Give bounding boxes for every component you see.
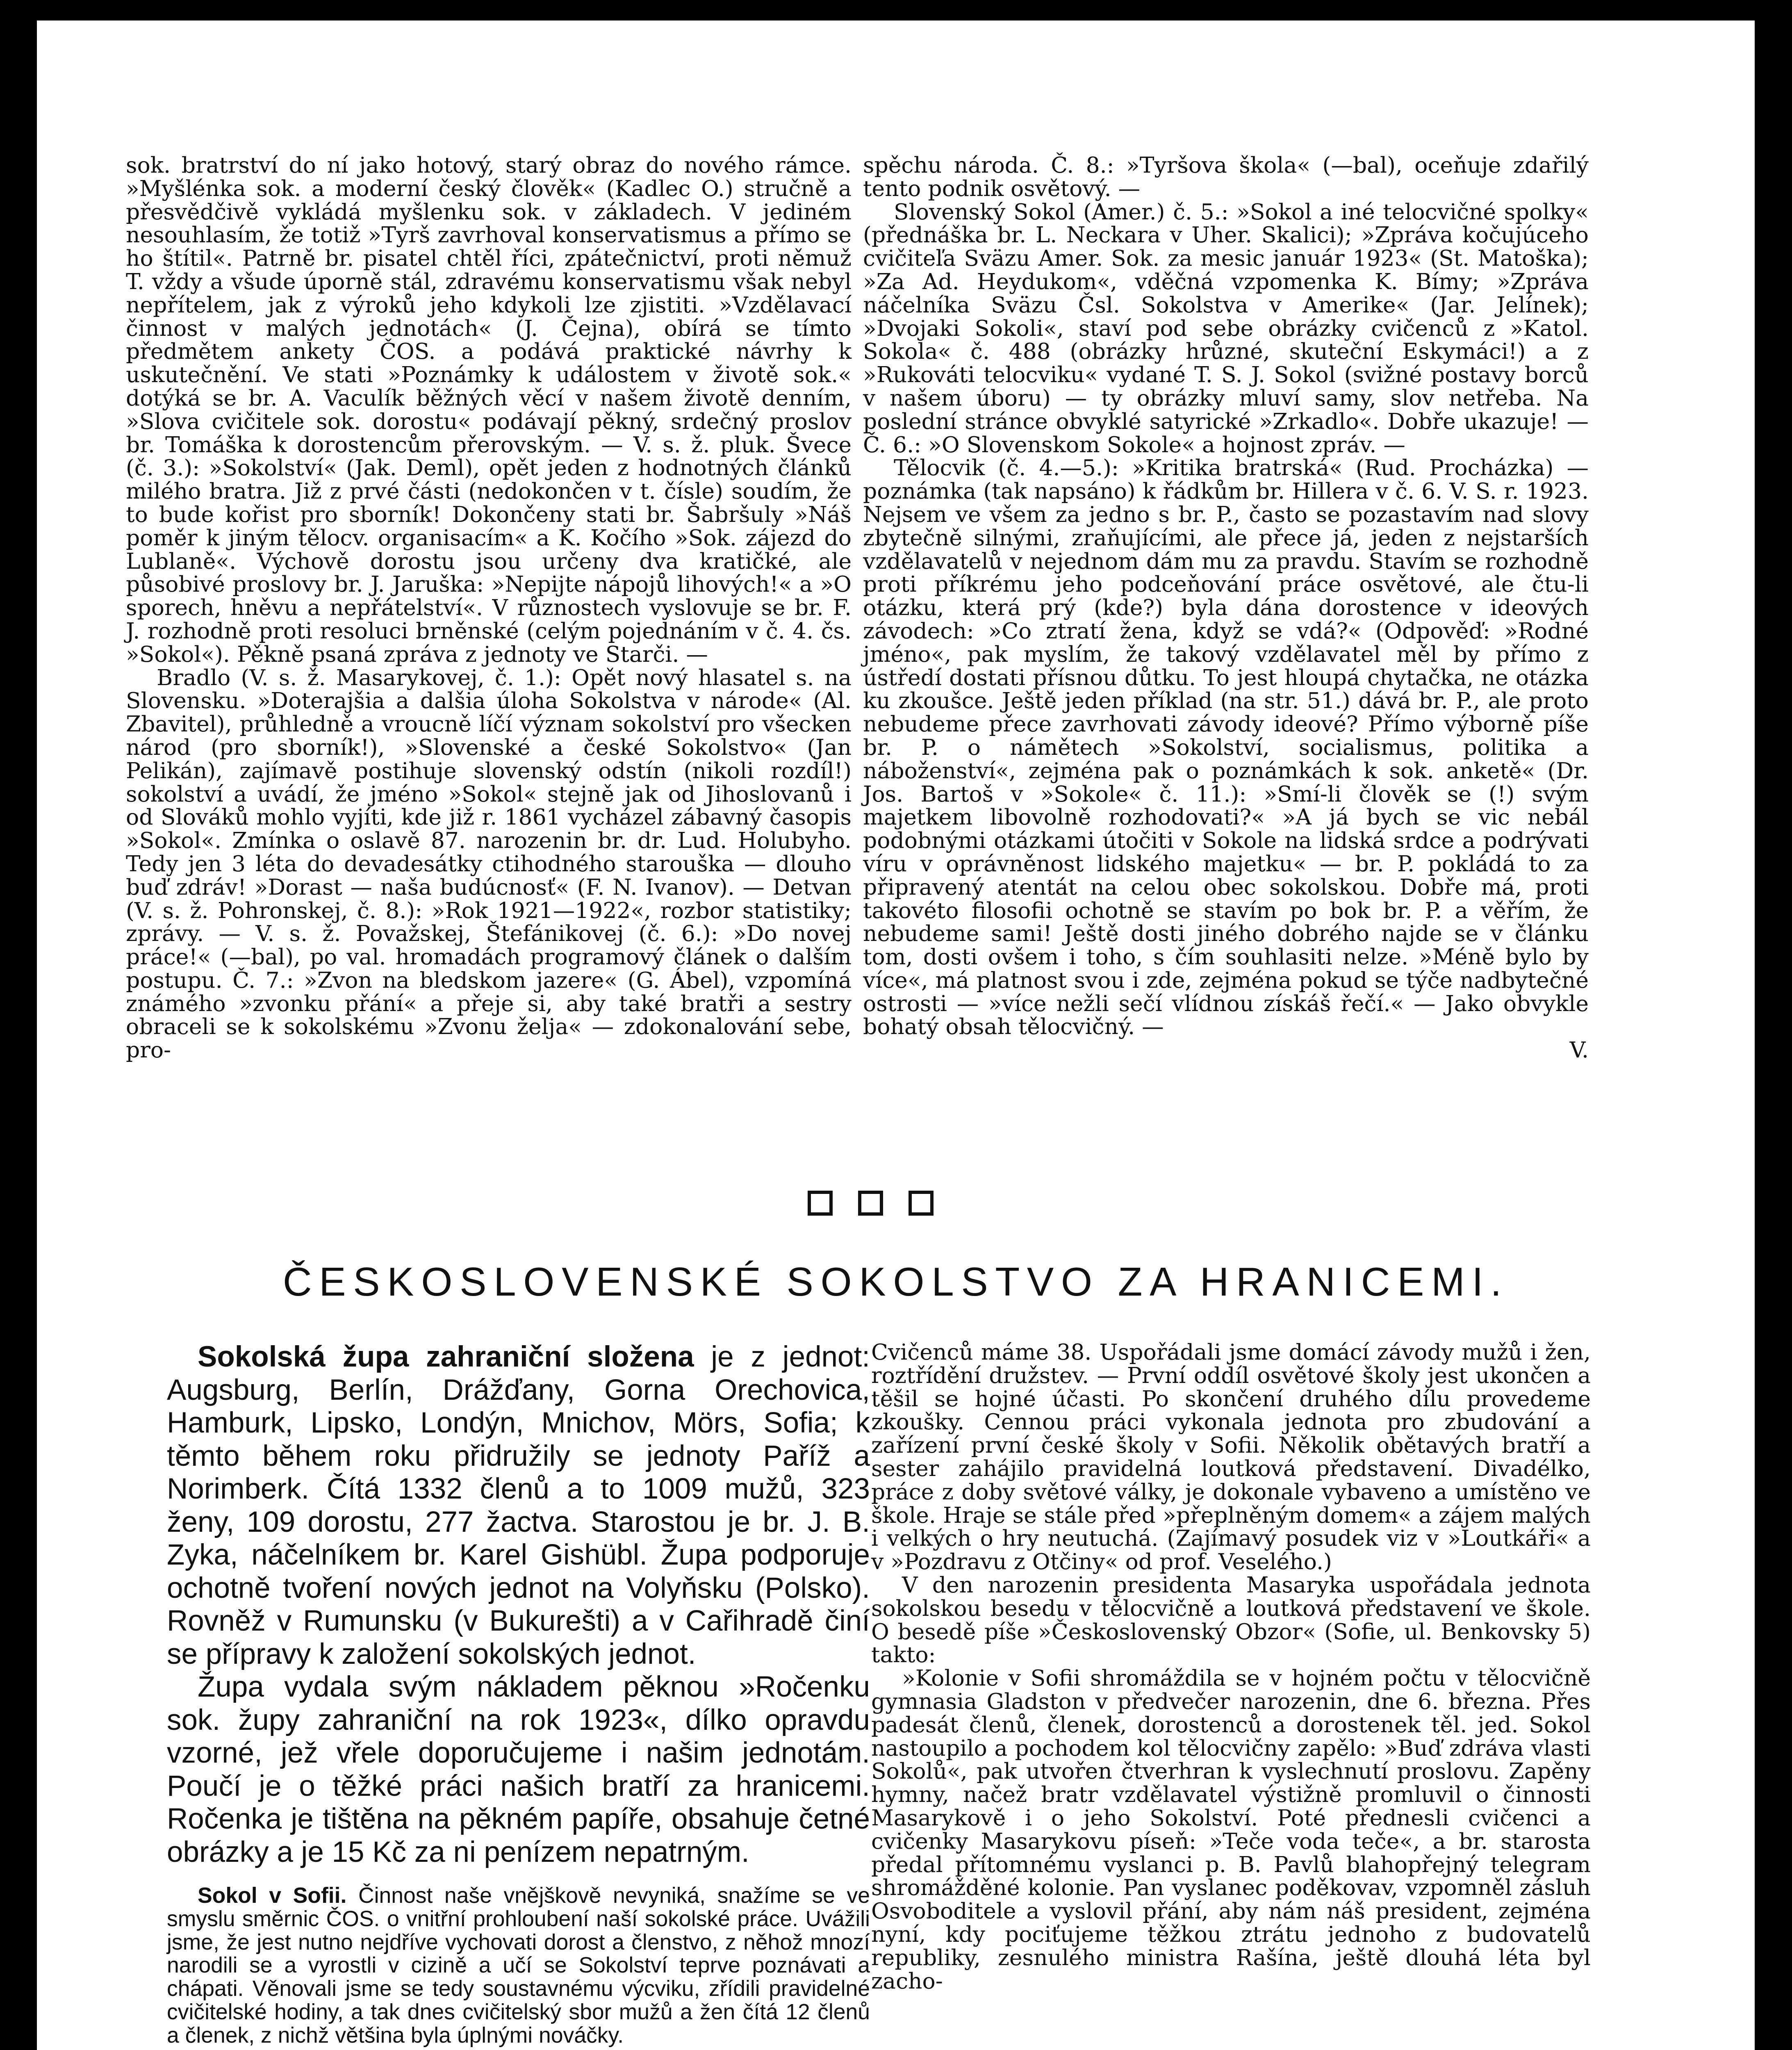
review-paragraph: spěchu národa. Č. 8.: »Tyršova škola« (—bal), oceňuje zdařilý tento podnik osvětový. — — [863, 152, 1589, 201]
article-paragraph: V den narozenin presidenta Masaryka uspořádala jednota sokolskou besedu v tělocvičně a loutková představení ve škole. O besedě píše »Československý Obzor« (Sofie, ul. Benkovsky 5) takto: — [871, 1572, 1591, 1668]
review-paragraph: Bradlo (V. s. ž. Masarykovej, č. 1.): Opět nový hlasatel s. na Slovensku. »Doterajšia a dalšia úloha Sokolstva v národe« (Al. Zbavitel), průhledně a vroucně líčí význam sokolství pro všecken národ (pro sborník!), »Slovenské a české Sokolstvo« (Jan Pelikán), zajímavě postihuje slovenský odstín (nikoli rozdíl!) sokolství a uvádí, že jméno »Sokol« stejně jak od Jihoslovanů i od Slováků mohlo vyjíti, kde již r. 1861 vycházel zábavný časopis »Sokol«. Zmínka o oslavě 87. narozenin br. dr. Lud. Holubyho. Tedy jen 3 léta do devadesátky ctihodného starouška — dlouho buď zdráv! »Dorast — naša budúcnosť« (F. N. Ivanov). — Detvan (V. s. ž. Pohronskej, č. 8.): »Rok 1921—1922«, rozbor statistiky; zprávy. — V. s. ž. Považskej, Štefánikovej (č. 6.): »Do novej práce!« (—bal), po val. hromadách programový článek o dalším postupu. Č. 7.: »Zvon na bledskom jazere« (G. Ábel), vzpomíná známého »zvonku přání« a přeje si, aby také bratři a sestry obraceli se k sokolskému »Zvonu želja« — zdokonalování sebe, pro- — [126, 664, 852, 1063]
upper-left-column — [126, 154, 852, 1062]
square-ornament-icon — [909, 1191, 934, 1216]
article-paragraph: Cvičenců máme 38. Uspořádali jsme domácí závody mužů i žen, roztřídění družstev. — První oddíl osvětové školy jest ukončen a těšil se hojné účasti. Po skončení druhého dílu provedeme zkoušky. Cennou práci vykonala jednota pro zbudování a zařízení první české školy v Sofii. Několik obětavých bratří a sester zahájilo pravidelná loutková představení. Divadélko, práce z doby světové války, je dokonale vybaveno a umístěno ve škole. Hraje se stále před »přeplněným domem« a zájem malých i velkých o hry neutuchá. (Zajímavý posudek viz v »Loutkáři« a v »Pozdravu z Otčiny« od prof. Veselého.) — [871, 1339, 1591, 1575]
square-ornament-icon — [808, 1191, 833, 1216]
article-paragraph: Župa vydala svým nákladem pěknou »Ročenku sok. župy zahraniční na rok 1923«, dílko opravdu vzorné, jež vřele doporučujeme i našim jednotám. Poučí je o těžké práci našich bratří za hranicemi. Ročenka je tištěna na pěkném papíře, obsahuje četné obrázky a je 15 Kč za ni penízem nepatrným. — [167, 1671, 870, 1868]
article-paragraph: »Kolonie v Sofii shromáždila se v hojném počtu v tělocvičně gymnasia Gladston v předvečer narozenin, dne 6. března. Přes padesát členů, členek, dorostenců a dorostenek těl. jed. Sokol nastoupilo a pochodem kol tělocvičny zapělo: »Buď zdráva vlasti Sokolů«, pak utvořen čtverhran k vyslechnutí proslovu. Zapěny hymny, načež bratr vzdělavatel výstižně promluvil o činnosti Masarykově i o jeho Sokolství. Poté přednesli cvičenci a cvičenky Masarykovu píseň: »Teče voda teče«, a br. starosta předal přítomnému vyslanci p. B. Pavlů blahopřejný telegram shromážděné kolonie. Pan vyslanec poděkovav, vzpomněl zásluh Osvoboditele a vyslovil přání, aby nám náš president, zejména nyní, kdy pociťujeme těžkou ztrátu jednoho z budovatelů republiky, zesnulého ministra Rašína, ještě dlouhá léta byl zacho- — [871, 1665, 1591, 1994]
review-paragraph: sok. bratrství do ní jako hotový, starý obraz do nového rámce. »Myšlénka sok. a moderní český člověk« (Kadlec O.) stručně a přesvědčivě vykládá myšlenku sok. v základech. V jediném nesouhlasím, že totiž »Tyrš zavrhoval konservatismus a přímo se ho štítil«. Patrně br. pisatel chtěl říci, zpátečnictví, proti němuž T. vždy a všude úporně stál, zdravému konservatismu však nebyl nepřítelem, jak z výroků jeho kdykoli lze zjistiti. »Vzdělavací činnost v malých jednotách« (J. Čejna), obírá se tímto předmětem ankety ČOS. a podává praktické návrhy k uskutečnění. Ve stati »Poznámky k událostem v životě sok.« dotýká se br. A. Vaculík běžných věcí v našem životě denním, »Slova cvičitele sok. dorostu« podávají pěkný, srdečný proslov br. Tomáška k dorostencům přerovským. — V. s. ž. pluk. Švece (č. 3.): »Sokolství« (Jak. Deml), opět jeden z hodnotných článků milého bratra. Již z prvé části (nedokončen v t. čísle) soudím, že to bude kořist pro sborník! Dokončeny stati br. Šabršuly »Náš poměr k jiným tělocv. organisacím« a K. Kočího »Sok. zájezd do Lublaně«. Výchově dorostu jsou určeny dva kratičké, ale působivé proslovy br. J. Jaruška: »Nepijte nápojů lihových!« a »O sporech, hněvu a nepřátelství«. V různostech vyslovuje se br. F. J. rozhodně proti resoluci brněnské (celým pojednáním v č. 4. čs. »Sokol«). Pěkně psaná zpráva z jednoty ve Starči. — — [126, 152, 852, 667]
lower-left-column — [167, 1341, 870, 2048]
article-paragraph: Sokol v Sofii. Činnost naše vnějškově nevyniká, snažíme se ve smyslu směrnic ČOS. o vnitřní prohloubení naší sokolské práce. Uvážili jsme, že jest nutno nejdříve vychovati dorost a členstvo, z něhož mnozí narodili se a vyrostli v cizině a učí se Sokolství teprve poznávati a chápati. Věnovali jsme se tedy soustavnému výcviku, zřídili pravidelné cvičitelské hodiny, a tak dnes cvičitelský sbor mužů a žen čítá 12 členů a členek, z nichž většina byla úplnými nováčky. — [167, 1884, 870, 2048]
paragraph-lead: Sokolská župa zahraniční složena — [198, 1341, 694, 1373]
signature: V. — [1569, 1037, 1589, 1063]
paragraph-lead: Sokol v Sofii. — [198, 1884, 347, 1908]
section-heading: ČESKOSLOVENSKÉ SOKOLSTVO ZA HRANICEMI. — [282, 1259, 1509, 1304]
section-divider-ornament — [808, 1191, 934, 1216]
page — [37, 20, 1755, 2050]
square-ornament-icon — [858, 1191, 883, 1216]
article-paragraph: Sokolská župa zahraniční složena je z jednot: Augsburg, Berlín, Drážďany, Gorna Orechovica, Hamburk, Lipsko, Londýn, Mnichov, Mörs, Sofia; k těmto během roku přidružily se jednoty Paříž a Norimberk. Čítá 1332 členů a to 1009 mužů, 323 ženy, 109 dorostu, 277 žactva. Starostou je br. J. B. Zyka, náčelníkem br. Karel Gishübl. Župa podporuje ochotně tvoření nových jednot na Volyňsku (Polsko). Rovněž v Rumunsku (v Bukurešti) a v Cařihradě činí se přípravy k založení sokolských jednot. — [167, 1341, 870, 1670]
review-paragraph: Slovenský Sokol (Amer.) č. 5.: »Sokol a iné telocvičné spolky« (přednáška br. L. Neckara v Uher. Skalici); »Zpráva kočujúceho cvičiteľa Sväzu Amer. Sok. za mesic január 1923« (St. Matoška); »Za Ad. Heydukom«, vděčná vzpomenka K. Bímy; »Zpráva náčelníka Sväzu Čsl. Sokolstva v Amerike« (Jar. Jelínek); »Dvojaki Sokoli«, staví pod sebe obrázky cvičenců z »Katol. Sokola« č. 488 (obrázky hrůzné, skuteční Eskymáci!) a z »Rukováti telocviku« vydané T. S. J. Sokol (svižné postavy borců v našem úboru) — ty obrázky mluví samy, slov netřeba. Na poslední stránce obvyklé satyrické »Zrkadlo«. Dobře ukazuje! — Č. 6.: »O Slovenskom Sokole« a hojnost zpráv. — — [863, 198, 1589, 458]
review-paragraph: Tělocvik (č. 4.—5.): »Kritika bratrská« (Rud. Procházka) — poznámka (tak napsáno) k řádkům br. Hillera v č. 6. V. S. r. 1923. Nejsem ve všem za jedno s br. P., často se pozastavím nad slovy zbytečně silnými, zraňujícími, ale přece já, jeden z nejstarších vzdělavatelů v nejednom dám mu za pravdu. Stavím se rozhodně proti příkrému jeho podceňování práce osvětové, ale čtu-li otázku, která prý (kde?) byla dána dorostence v ideových závodech: »Co ztratí žena, když se vdá?« (Odpověď: »Rodné jméno«, pak myslím, že takový vzdělavatel měl by přímo z ústředí dostati přísnou důtku. To jest hloupá chytačka, ne otázka ku zkoušce. Ještě jeden příklad (na str. 51.) dává br. P., ale proto nebudeme přece zavrhovati závody ideové? Přímo výborně píše br. P. o námětech »Sokolství, socialismus, politika a náboženství«, zejména pak o poznámkách k sok. anketě« (Dr. Jos. Bartoš v »Sokole« č. 11.): »Smí-li člověk se (!) svým majetkem libovolně rozhodovati?« »A já bych se vic nebál podobnými otázkami útočiti v Sokole na lidská srdce a podrývati víru v oprávněnost lidského majetku« — br. P. pokládá to za připravený atentát na celou obec sokolskou. Dobře má, proti takovéto filosofii ochotně se stavím po bok br. P. a věřím, že nebudeme sami! Ještě dosti jiného dobrého najde se v článku tom, dosti ovšem i toho, s čím souhlasiti nelze. »Méně bylo by více«, má platnost svou i zde, zejména pokud se týče nadbytečné ostrosti — »více nežli sečí vlídnou získáš řečí.« — Jako obvykle bohatý obsah tělocvičný. — — [863, 455, 1589, 1040]
lower-right-column — [871, 1341, 1591, 1993]
upper-right-column — [863, 154, 1589, 1062]
